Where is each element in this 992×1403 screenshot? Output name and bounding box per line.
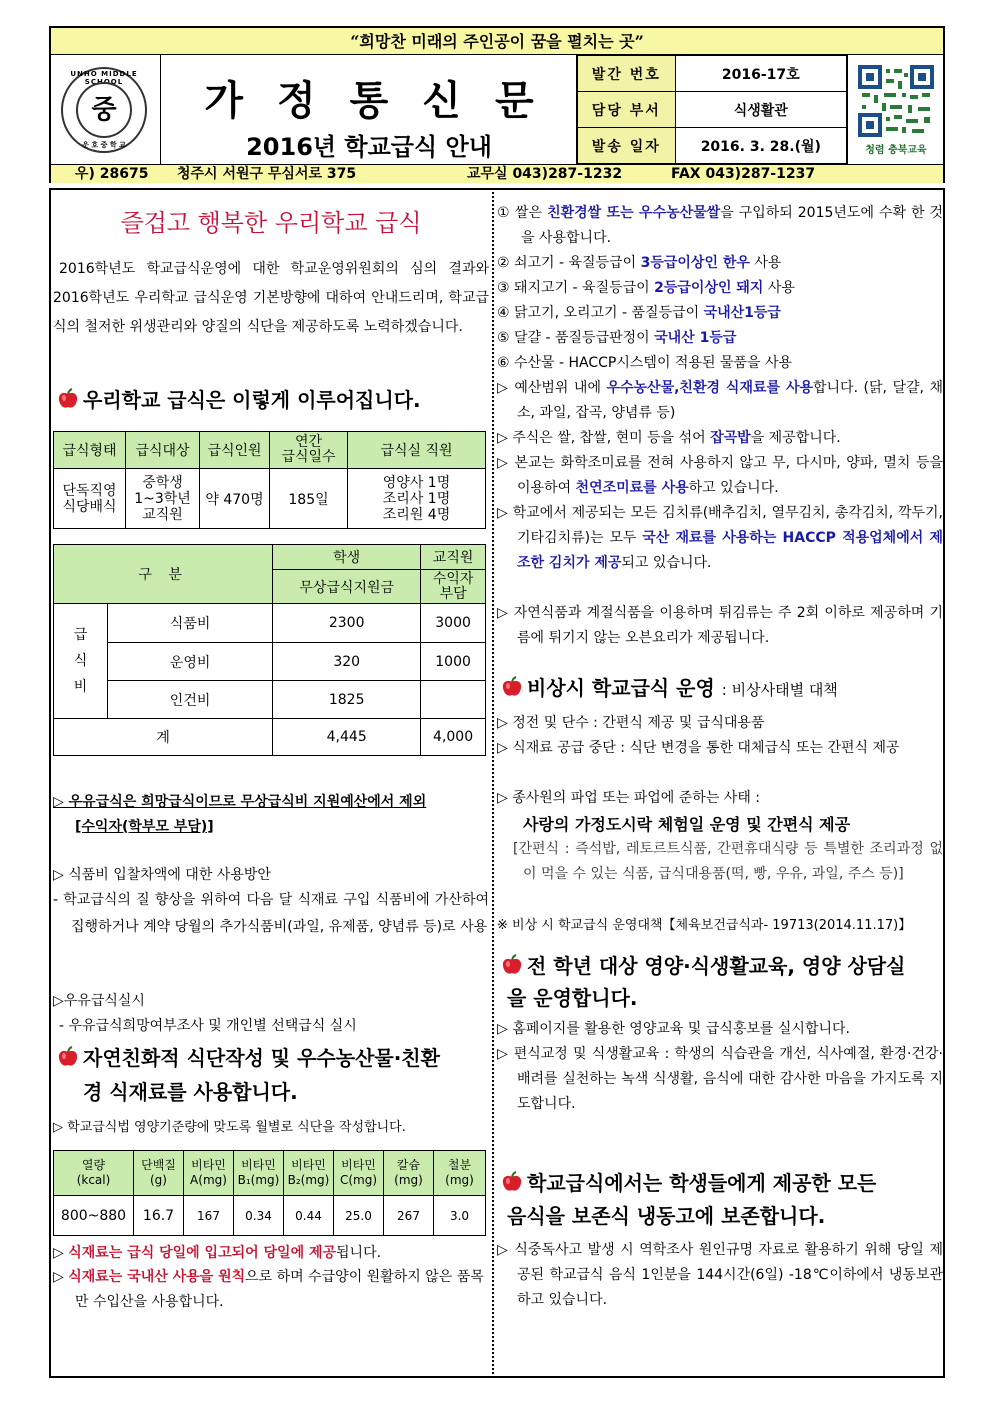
supply-note-1-rest: 됩니다. <box>336 1245 382 1261</box>
table-row <box>54 681 486 719</box>
milk-run-body: - 우유급식희망여부조사 및 개인별 선택급식 실시 <box>59 1018 357 1034</box>
apple-icon <box>57 1046 79 1068</box>
table-header: 칼슘 (mg) <box>384 1151 434 1196</box>
emergency-reference: ※ 비상 시 학교급식 운영대책【체육보건급식과- 19713(2014.11.17)】 <box>497 918 912 933</box>
table-header: 철분 (mg) <box>434 1151 486 1196</box>
table-cell: 4,445 <box>273 719 421 756</box>
item-highlight: 잡곡밥 <box>710 430 751 446</box>
table-cell: 320 <box>273 643 421 681</box>
section-heading-cont: 을 운영합니다. <box>507 986 638 1010</box>
nutrition-table <box>53 1150 486 1236</box>
item-text: ② 쇠고기 - 육질등급이 <box>497 255 641 271</box>
table-header: 비타민 B₁(mg) <box>234 1151 284 1196</box>
item-text: 을 제공합니다. <box>750 430 841 446</box>
item-highlight: 국산 재료를 사용하는 HACCP 적용업체에서 제조한 김치가 제공 <box>517 530 943 571</box>
item-highlight: 국내산1등급 <box>703 305 781 321</box>
bullet-item: ▷ 자연식품과 계절식품을 이용하며 튀김류는 주 2회 이하로 제공하며 기름에 튀기지 않는 오븐요리가 제공됩니다. <box>497 605 943 646</box>
table-cell: 185일 <box>270 469 348 529</box>
ingredient-item <box>497 251 943 276</box>
apple-icon <box>501 954 523 976</box>
table-header: 수익자 부담 <box>421 570 486 604</box>
table-row <box>54 469 486 529</box>
section-heading <box>501 1168 876 1198</box>
apple-icon <box>501 1171 523 1193</box>
table-header: 연간 급식일수 <box>270 432 348 469</box>
apple-icon <box>501 676 523 698</box>
table-cell: 운영비 <box>108 643 273 681</box>
item-text: 을 구입하되 2015년도에 수확 한 것을 사용합니다. <box>521 205 943 246</box>
logo-emblem: 중 <box>76 82 132 138</box>
section-heading-text: 자연친화적 식단작성 및 우수농산물·친환 <box>83 1046 440 1070</box>
supply-note-1-em: 식재료는 급식 당일에 입고되어 당일에 제공 <box>68 1245 337 1261</box>
column-divider <box>492 192 494 1374</box>
page-subtitle: 2016년 학교급식 안내 <box>246 133 492 161</box>
qr-code-icon[interactable] <box>858 65 934 137</box>
table-header: 비타민 C(mg) <box>334 1151 384 1196</box>
education-item: ▷ 홈페이지를 활용한 영양교육 및 급식홍보를 실시합니다. <box>497 1021 850 1037</box>
table-header-row <box>54 432 486 469</box>
table-row <box>54 1196 486 1236</box>
supply-note-1: ▷ 식재료는 급식 당일에 입고되어 당일에 제공됩니다. <box>53 1245 382 1261</box>
table-header: 급식실 직원 <box>348 432 486 469</box>
office-phone: 교무실 043)287-1232 <box>467 166 623 182</box>
info-label: 발간 번호 <box>578 56 676 92</box>
info-value: 2016-17호 <box>675 56 846 92</box>
item-highlight: 천연조미료를 사용 <box>575 480 689 496</box>
table-header: 급식인원 <box>200 432 270 469</box>
table-cell: 단독직영 식당배식 <box>54 469 126 529</box>
zip-code: 우) 28675 <box>75 166 149 182</box>
table-cell: 약 470명 <box>200 469 270 529</box>
table-cell: 0.44 <box>284 1196 334 1236</box>
section-heading <box>501 951 905 981</box>
emergency-item: ▷ 종사원의 파업 또는 파업에 준하는 사태 : <box>497 790 761 806</box>
section-heading-text: 전 학년 대상 영양·식생활교육, 영양 상담실 <box>527 954 906 978</box>
milk-run-title: ▷우유급식실시 <box>53 993 145 1009</box>
info-value: 식생활관 <box>675 92 846 128</box>
table-cell: 3000 <box>421 604 486 643</box>
item-text: ③ 돼지고기 - 육질등급이 <box>497 280 655 296</box>
food-cost-body: - 학교급식의 질 향상을 위하여 다음 달 식재료 구입 식품비에 가산하여 집행하거나 계약 당월의 추가식품비(과일, 유제품, 양념류 등)로 사용 <box>53 892 489 935</box>
intro-paragraph <box>53 255 489 342</box>
intro-text: 2016학년도 학교급식운영에 대한 학교운영위원회의 심의 결과와 2016학년도 우리학교 급식운영 기본방향에 대하여 안내드리며, 학교급식의 철저한 위생관리와 양질의 식단을 제공하도록 노력하겠습니다. <box>53 261 489 335</box>
section-heading-sub: : 비상사태별 대책 <box>721 681 838 699</box>
info-row <box>578 92 847 128</box>
table-cell: 2300 <box>273 604 421 643</box>
fax-number: FAX 043)287-1237 <box>671 166 816 182</box>
school-motto: “희망찬 미래의 주인공이 꿈을 펼치는 곳” <box>51 28 943 55</box>
ingredient-item: ⑥ 수산물 - HACCP시스템이 적용된 물품을 사용 <box>497 355 793 371</box>
table-cell: 800~880 <box>54 1196 134 1236</box>
item-text: 합니다. (닭, 달걀, 채소, 과일, 잡곡, 양념류 등) <box>517 380 943 421</box>
address-bar <box>51 164 943 183</box>
supply-note-2-em: 식재료는 국내산 사용을 원칙 <box>68 1269 246 1285</box>
item-highlight: 우수농산물,친환경 식재료를 사용 <box>606 380 813 396</box>
bullet-item <box>497 376 943 426</box>
table-cell: 267 <box>384 1196 434 1236</box>
table-cell: 중학생 1~3학년 교직원 <box>126 469 200 529</box>
item-text: ▷ 학교에서 제공되는 모든 김치류(배추김치, 열무김치, 총각김치, 깍두기, 기타김치류)는 모두 <box>497 505 943 546</box>
supply-note-2-rest: 으로 하며 수급양이 원활하지 않은 품목만 수입산을 사용합니다. <box>75 1269 484 1310</box>
table-total-row <box>54 719 486 756</box>
emergency-highlight: 사랑의 가정도시락 체험일 운영 및 간편식 제공 <box>523 815 851 834</box>
title-cell <box>161 55 577 164</box>
ingredient-item <box>497 276 943 301</box>
table-cell: 식품비 <box>108 604 273 643</box>
emergency-note: [간편식 : 즉석밥, 레토르트식품, 간편휴대식량 등 특별한 조리과정 없이 먹을 수 있는 식품, 급식대용품(떡, 빵, 우유, 과일, 주스 등)] <box>513 841 943 882</box>
ingredient-item <box>497 326 943 351</box>
table-group-label: 급 식 비 <box>54 604 108 719</box>
ingredient-item <box>497 201 943 251</box>
school-address: 청주시 서원구 무심서로 375 <box>177 166 357 182</box>
section-heading <box>57 385 421 415</box>
table-header: 학생 <box>273 545 421 570</box>
table-cell: 3.0 <box>434 1196 486 1236</box>
table-header-row <box>54 545 486 570</box>
table-header: 무상급식지원금 <box>273 570 421 604</box>
table-header: 교직원 <box>421 545 486 570</box>
item-highlight: 3등급이상인 한우 <box>640 255 750 271</box>
table-header: 단백질 (g) <box>134 1151 184 1196</box>
info-label: 발송 일자 <box>578 128 676 164</box>
page-title: 가정통신문 <box>204 77 568 124</box>
milk-note-sub: [수익자(학부모 부담)] <box>75 819 214 835</box>
item-text: ④ 닭고기, 오리고기 - 품질등급이 <box>497 305 704 321</box>
table-cell: 4,000 <box>421 719 486 756</box>
table-row <box>54 604 486 643</box>
food-cost-title: ▷ 식품비 입찰차액에 대한 사용방안 <box>53 867 271 883</box>
info-label: 담당 부서 <box>578 92 676 128</box>
section-heading-cont: 경 식재료를 사용합니다. <box>83 1080 298 1104</box>
bullet-item <box>497 426 943 451</box>
item-text: ⑤ 달걀 - 품질등급판정이 <box>497 330 655 346</box>
emergency-item: ▷ 정전 및 단수 : 간편식 제공 및 급식대용품 <box>497 715 765 731</box>
preservation-item: ▷ 식중독사고 발생 시 역학조사 원인규명 자료로 활용하기 위해 당일 제공된 학교급식 음식 1인분을 144시간(6일) -18℃이하에서 냉동보관하고 있습니다. <box>497 1242 943 1308</box>
table-cell: 167 <box>184 1196 234 1236</box>
education-item: ▷ 편식교정 및 식생활교육 : 학생의 식습관을 개선, 식사예절, 환경·건강·배려를 실천하는 녹색 식생활, 음식에 대한 감사한 마음을 가지도록 지도합니다. <box>497 1046 943 1112</box>
item-text: 되고 있습니다. <box>621 555 712 571</box>
item-text: ① 쌀은 <box>497 205 548 221</box>
table-cell: 1825 <box>273 681 421 719</box>
item-text: 사용 <box>749 255 782 271</box>
table-cell <box>421 681 486 719</box>
item-text: ▷ 본교는 화학조미료를 전혀 사용하지 않고 무, 다시마, 양파, 멸치 등을 이용하여 <box>497 455 943 496</box>
section-heading-cont: 음식을 보존식 냉동고에 보존합니다. <box>507 1204 826 1228</box>
meal-info-table <box>53 431 486 529</box>
bullet-item <box>497 451 943 501</box>
meal-cost-table <box>53 544 486 756</box>
section-heading <box>501 673 838 705</box>
supply-note-2: ▷ 식재료는 국내산 사용을 원칙으로 하며 수급양이 원활하지 않은 품목만 수입산을 사용합니다. <box>53 1269 484 1310</box>
newsletter-header <box>49 26 945 183</box>
table-cell: 0.34 <box>234 1196 284 1236</box>
item-highlight: 2등급이상인 돼지 <box>654 280 764 296</box>
table-cell: 인건비 <box>108 681 273 719</box>
table-cell: 16.7 <box>134 1196 184 1236</box>
section-heading-text: 학교급식에서는 학생들에게 제공한 모든 <box>527 1171 877 1195</box>
table-row <box>54 643 486 681</box>
qr-cell <box>847 55 943 164</box>
section-heading-text: 비상시 학교급식 운영 <box>527 676 715 700</box>
apple-icon <box>57 388 79 410</box>
table-header: 급식형태 <box>54 432 126 469</box>
ingredient-item <box>497 301 943 326</box>
item-highlight: 국내산 1등급 <box>654 330 737 346</box>
bullet-item <box>497 501 943 576</box>
milk-note: ▷ 우유급식은 희망급식이므로 무상급식비 지원예산에서 제외 <box>53 794 427 810</box>
table-header: 급식대상 <box>126 432 200 469</box>
item-highlight: 친환경쌀 또는 우수농산물쌀 <box>547 205 721 221</box>
info-value: 2016. 3. 28.(월) <box>675 128 846 164</box>
logo-cell <box>51 55 161 164</box>
item-text: ▷ 예산범위 내에 <box>497 380 607 396</box>
table-cell: 영양사 1명 조리사 1명 조리원 4명 <box>348 469 486 529</box>
table-cell: 1000 <box>421 643 486 681</box>
section-main-title: 즐겁고 행복한 우리학교 급식 <box>120 209 422 237</box>
table-header-row <box>54 1151 486 1196</box>
qr-caption: 청렴 충북교육 <box>865 145 927 156</box>
item-text: 사용 <box>763 280 795 296</box>
menu-note: ▷ 학교급식법 영양기준량에 맞도록 월별로 식단을 작성합니다. <box>53 1120 406 1135</box>
emergency-item: ▷ 식재료 공급 중단 : 식단 변경을 통한 대체급식 또는 간편식 제공 <box>497 740 900 756</box>
school-logo <box>61 67 147 153</box>
table-cell: 계 <box>54 719 273 756</box>
section-heading <box>57 1043 497 1073</box>
logo-ring-text-bottom: 운 호 중 학 교 <box>82 141 126 149</box>
info-row <box>578 128 847 164</box>
item-text: ▷ 주식은 쌀, 찹쌀, 현미 등을 섞어 <box>497 430 711 446</box>
logo-ring-text: UNHO MIDDLE SCHOOL <box>70 70 138 86</box>
table-header: 열량 (kcal) <box>54 1151 134 1196</box>
issue-info-table <box>577 55 847 164</box>
item-text: 하고 있습니다. <box>688 480 779 496</box>
table-header: 비타민 A(mg) <box>184 1151 234 1196</box>
table-header: 비타민 B₂(mg) <box>284 1151 334 1196</box>
section-heading-text: 우리학교 급식은 이렇게 이루어집니다. <box>83 388 421 412</box>
table-header: 구 분 <box>54 545 273 604</box>
table-cell: 25.0 <box>334 1196 384 1236</box>
info-row <box>578 56 847 92</box>
